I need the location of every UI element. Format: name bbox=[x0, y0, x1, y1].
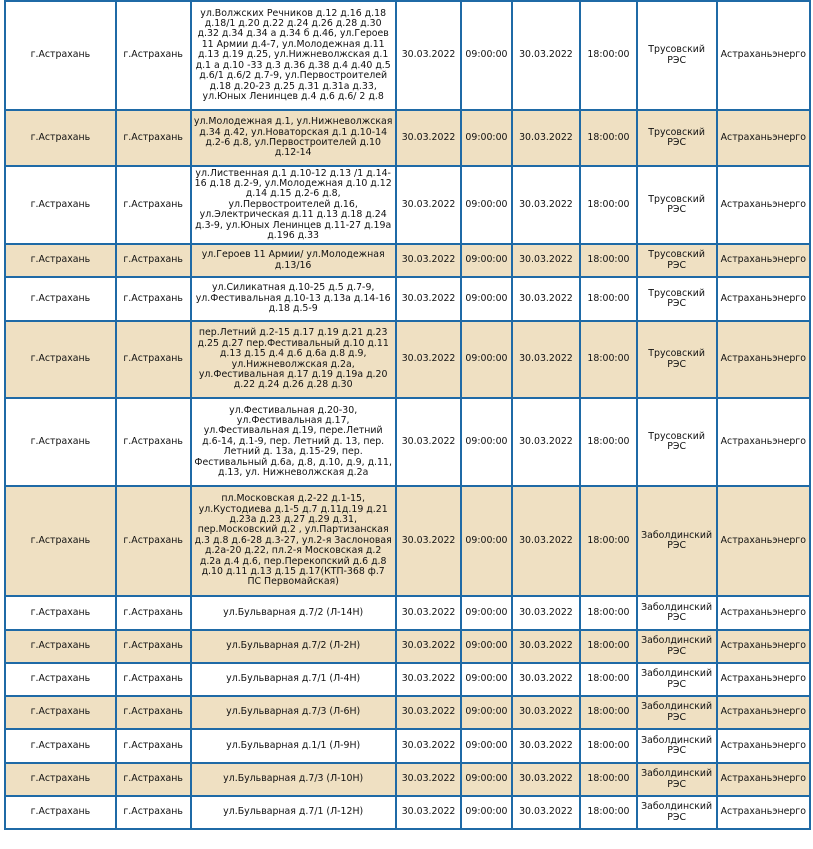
start-time-cell: 09:00:00 bbox=[462, 2, 510, 109]
city-cell: г.Астрахань bbox=[117, 487, 190, 595]
start-date-cell: 30.03.2022 bbox=[397, 764, 461, 795]
end-date-cell: 30.03.2022 bbox=[513, 697, 580, 728]
org-cell: Астраханьэнерго bbox=[718, 278, 809, 320]
region-cell: г.Астрахань bbox=[6, 111, 115, 165]
end-date-cell: 30.03.2022 bbox=[513, 322, 580, 397]
end-time-cell: 18:00:00 bbox=[581, 797, 635, 828]
start-time-cell: 09:00:00 bbox=[462, 730, 510, 762]
end-time-cell: 18:00:00 bbox=[581, 664, 635, 695]
start-time-cell: 09:00:00 bbox=[462, 631, 510, 662]
end-date-cell: 30.03.2022 bbox=[513, 399, 580, 485]
res-cell: Заболдинский РЭС bbox=[638, 764, 716, 795]
address-cell: ул.Бульварная д.7/2 (Л-14Н) bbox=[192, 597, 395, 629]
end-time-cell: 18:00:00 bbox=[581, 399, 635, 485]
start-date-cell: 30.03.2022 bbox=[397, 487, 461, 595]
start-date-cell: 30.03.2022 bbox=[397, 322, 461, 397]
table-row bbox=[6, 797, 809, 828]
res-cell: Трусовский РЭС bbox=[638, 111, 716, 165]
org-cell: Астраханьэнерго bbox=[718, 730, 809, 762]
end-date-cell: 30.03.2022 bbox=[513, 167, 580, 243]
city-cell: г.Астрахань bbox=[117, 664, 190, 695]
region-cell: г.Астрахань bbox=[6, 2, 115, 109]
start-time-cell: 09:00:00 bbox=[462, 322, 510, 397]
org-cell: Астраханьэнерго bbox=[718, 764, 809, 795]
end-date-cell: 30.03.2022 bbox=[513, 487, 580, 595]
address-cell: ул.Бульварная д.1/1 (Л-9Н) bbox=[192, 730, 395, 762]
end-time-cell: 18:00:00 bbox=[581, 730, 635, 762]
res-cell: Заболдинский РЭС bbox=[638, 664, 716, 695]
start-time-cell: 09:00:00 bbox=[462, 487, 510, 595]
res-cell: Заболдинский РЭС bbox=[638, 797, 716, 828]
res-cell: Трусовский РЭС bbox=[638, 167, 716, 243]
start-date-cell: 30.03.2022 bbox=[397, 111, 461, 165]
start-date-cell: 30.03.2022 bbox=[397, 399, 461, 485]
city-cell: г.Астрахань bbox=[117, 597, 190, 629]
address-cell: ул.Фестивальная д.20-30, ул.Фестивальная д.17, ул.Фестивальная д.19, пере.Летний д.6-14, д.1-9, пер. Летний д. 13, пер. Летний д. 13а, д.15-29, пер. Фестивальный д.6а, д.8, д.10, д.9, д.11, д.13, ул. Нижневолжская д.2а bbox=[192, 399, 395, 485]
region-cell: г.Астрахань bbox=[6, 631, 115, 662]
table-row bbox=[6, 167, 809, 243]
org-cell: Астраханьэнерго bbox=[718, 631, 809, 662]
start-time-cell: 09:00:00 bbox=[462, 278, 510, 320]
org-cell: Астраханьэнерго bbox=[718, 111, 809, 165]
end-time-cell: 18:00:00 bbox=[581, 631, 635, 662]
table-row bbox=[6, 111, 809, 165]
end-date-cell: 30.03.2022 bbox=[513, 730, 580, 762]
address-cell: ул.Бульварная д.7/1 (Л-4Н) bbox=[192, 664, 395, 695]
res-cell: Трусовский РЭС bbox=[638, 278, 716, 320]
region-cell: г.Астрахань bbox=[6, 764, 115, 795]
table-row bbox=[6, 764, 809, 795]
table-row bbox=[6, 245, 809, 276]
org-cell: Астраханьэнерго bbox=[718, 487, 809, 595]
res-cell: Трусовский РЭС bbox=[638, 2, 716, 109]
address-cell: ул.Силикатная д.10-25 д.5 д.7-9, ул.Фестивальная д.10-13 д.13а д.14-16 д.18 д.5-9 bbox=[192, 278, 395, 320]
city-cell: г.Астрахань bbox=[117, 697, 190, 728]
start-time-cell: 09:00:00 bbox=[462, 697, 510, 728]
table-row bbox=[6, 730, 809, 762]
end-date-cell: 30.03.2022 bbox=[513, 597, 580, 629]
end-date-cell: 30.03.2022 bbox=[513, 2, 580, 109]
outage-schedule-table bbox=[4, 0, 811, 830]
end-date-cell: 30.03.2022 bbox=[513, 764, 580, 795]
table-row bbox=[6, 697, 809, 728]
org-cell: Астраханьэнерго bbox=[718, 697, 809, 728]
res-cell: Заболдинский РЭС bbox=[638, 487, 716, 595]
region-cell: г.Астрахань bbox=[6, 399, 115, 485]
res-cell: Заболдинский РЭС bbox=[638, 631, 716, 662]
org-cell: Астраханьэнерго bbox=[718, 322, 809, 397]
start-date-cell: 30.03.2022 bbox=[397, 730, 461, 762]
region-cell: г.Астрахань bbox=[6, 697, 115, 728]
start-time-cell: 09:00:00 bbox=[462, 167, 510, 243]
city-cell: г.Астрахань bbox=[117, 730, 190, 762]
res-cell: Заболдинский РЭС bbox=[638, 597, 716, 629]
start-date-cell: 30.03.2022 bbox=[397, 797, 461, 828]
start-date-cell: 30.03.2022 bbox=[397, 697, 461, 728]
start-time-cell: 09:00:00 bbox=[462, 111, 510, 165]
end-date-cell: 30.03.2022 bbox=[513, 797, 580, 828]
region-cell: г.Астрахань bbox=[6, 167, 115, 243]
table-row bbox=[6, 322, 809, 397]
table-row bbox=[6, 2, 809, 109]
address-cell: ул.Лиственная д.1 д.10-12 д.13 /1 д.14-16 д.18 д.2-9, ул.Молодежная д.10 д.12 д.14 д.15 д.2-6 д.8, ул.Первостроителей д.16, ул.Электрическая д.11 д.13 д.18 д.24 д.3-9, ул.Юных Ленинцев д.11-27 д.19а д.196 д.33 bbox=[192, 167, 395, 243]
address-cell: ул.Героев 11 Армии/ ул.Молодежная д.13/16 bbox=[192, 245, 395, 276]
start-date-cell: 30.03.2022 bbox=[397, 167, 461, 243]
address-cell: ул.Молодежная д.1, ул.Нижневолжская д.34 д.42, ул.Новаторская д.1 д.10-14 д.2-6 д.8, ул.Первостроителей д.10 д.12-14 bbox=[192, 111, 395, 165]
org-cell: Астраханьэнерго bbox=[718, 399, 809, 485]
start-time-cell: 09:00:00 bbox=[462, 797, 510, 828]
region-cell: г.Астрахань bbox=[6, 597, 115, 629]
address-cell: пер.Летний д.2-15 д.17 д.19 д.21 д.23 д.25 д.27 пер.Фестивальный д.10 д.11 д.13 д.15 д.4 д.6 д.6а д.8 д.9, ул.Нижневолжская д.2а, ул.Фестивальная д.17 д.19 д.19а д.20 д.22 д.24 д.26 д.28 д.30 bbox=[192, 322, 395, 397]
city-cell: г.Астрахань bbox=[117, 111, 190, 165]
end-date-cell: 30.03.2022 bbox=[513, 245, 580, 276]
city-cell: г.Астрахань bbox=[117, 399, 190, 485]
table-row bbox=[6, 631, 809, 662]
end-time-cell: 18:00:00 bbox=[581, 2, 635, 109]
city-cell: г.Астрахань bbox=[117, 322, 190, 397]
end-time-cell: 18:00:00 bbox=[581, 111, 635, 165]
region-cell: г.Астрахань bbox=[6, 245, 115, 276]
start-date-cell: 30.03.2022 bbox=[397, 664, 461, 695]
org-cell: Астраханьэнерго bbox=[718, 797, 809, 828]
address-cell: ул.Бульварная д.7/2 (Л-2Н) bbox=[192, 631, 395, 662]
city-cell: г.Астрахань bbox=[117, 2, 190, 109]
end-date-cell: 30.03.2022 bbox=[513, 664, 580, 695]
res-cell: Заболдинский РЭС bbox=[638, 730, 716, 762]
end-time-cell: 18:00:00 bbox=[581, 245, 635, 276]
region-cell: г.Астрахань bbox=[6, 664, 115, 695]
address-cell: пл.Московская д.2-22 д.1-15, ул.Кустодиева д.1-5 д.7 д.11д.19 д.21 д.23а д.23 д.27 д.29 д.31, пер.Московский д.2 , ул.Партизанская д.3 д.8 д.6-28 д.3-27, ул.2-я Заслоновая д.2а-20 д.22, пл.2-я Московская д.2 д.2а д.4 д.6, пер.Перекопский д.6 д.8 д.10 д.11 д.13 д.15 д.17(КТП-368 ф.7 ПС Первомайская) bbox=[192, 487, 395, 595]
res-cell: Трусовский РЭС bbox=[638, 399, 716, 485]
org-cell: Астраханьэнерго bbox=[718, 2, 809, 109]
org-cell: Астраханьэнерго bbox=[718, 245, 809, 276]
table-row bbox=[6, 399, 809, 485]
end-time-cell: 18:00:00 bbox=[581, 167, 635, 243]
end-date-cell: 30.03.2022 bbox=[513, 631, 580, 662]
start-date-cell: 30.03.2022 bbox=[397, 278, 461, 320]
end-time-cell: 18:00:00 bbox=[581, 597, 635, 629]
start-time-cell: 09:00:00 bbox=[462, 399, 510, 485]
start-time-cell: 09:00:00 bbox=[462, 597, 510, 629]
address-cell: ул.Волжских Речников д.12 д.16 д.18 д.18/1 д.20 д.22 д.24 д.26 д.28 д.30 д.32 д.34 д.34 а д.34 б д.46, ул.Героев 11 Армии д.4-7, ул.Молодежная д.11 д.13 д.19 д.25, ул.Нижневолжская д.1 д.1 а д.10 -33 д.3 д.36 д.38 д.4 д.40 д.5 д.6/1 д.6/2 д.7-9, ул.Первостроителей д.18 д.20-23 д.25 д.31 д.31а д.33, ул.Юных Ленинцев д.4 д.6 д.6/ 2 д.8 bbox=[192, 2, 395, 109]
end-time-cell: 18:00:00 bbox=[581, 697, 635, 728]
address-cell: ул.Бульварная д.7/1 (Л-12Н) bbox=[192, 797, 395, 828]
city-cell: г.Астрахань bbox=[117, 167, 190, 243]
address-cell: ул.Бульварная д.7/3 (Л-6Н) bbox=[192, 697, 395, 728]
city-cell: г.Астрахань bbox=[117, 764, 190, 795]
region-cell: г.Астрахань bbox=[6, 730, 115, 762]
region-cell: г.Астрахань bbox=[6, 278, 115, 320]
city-cell: г.Астрахань bbox=[117, 631, 190, 662]
end-time-cell: 18:00:00 bbox=[581, 322, 635, 397]
region-cell: г.Астрахань bbox=[6, 322, 115, 397]
region-cell: г.Астрахань bbox=[6, 487, 115, 595]
address-cell: ул.Бульварная д.7/3 (Л-10Н) bbox=[192, 764, 395, 795]
table-row bbox=[6, 278, 809, 320]
org-cell: Астраханьэнерго bbox=[718, 664, 809, 695]
start-date-cell: 30.03.2022 bbox=[397, 597, 461, 629]
end-time-cell: 18:00:00 bbox=[581, 278, 635, 320]
res-cell: Трусовский РЭС bbox=[638, 322, 716, 397]
org-cell: Астраханьэнерго bbox=[718, 167, 809, 243]
start-date-cell: 30.03.2022 bbox=[397, 631, 461, 662]
table-row bbox=[6, 664, 809, 695]
start-date-cell: 30.03.2022 bbox=[397, 245, 461, 276]
start-time-cell: 09:00:00 bbox=[462, 764, 510, 795]
end-time-cell: 18:00:00 bbox=[581, 764, 635, 795]
end-date-cell: 30.03.2022 bbox=[513, 111, 580, 165]
res-cell: Трусовский РЭС bbox=[638, 245, 716, 276]
city-cell: г.Астрахань bbox=[117, 245, 190, 276]
end-date-cell: 30.03.2022 bbox=[513, 278, 580, 320]
table-row bbox=[6, 487, 809, 595]
start-time-cell: 09:00:00 bbox=[462, 664, 510, 695]
region-cell: г.Астрахань bbox=[6, 797, 115, 828]
table-row bbox=[6, 597, 809, 629]
start-time-cell: 09:00:00 bbox=[462, 245, 510, 276]
city-cell: г.Астрахань bbox=[117, 797, 190, 828]
city-cell: г.Астрахань bbox=[117, 278, 190, 320]
org-cell: Астраханьэнерго bbox=[718, 597, 809, 629]
end-time-cell: 18:00:00 bbox=[581, 487, 635, 595]
start-date-cell: 30.03.2022 bbox=[397, 2, 461, 109]
res-cell: Заболдинский РЭС bbox=[638, 697, 716, 728]
